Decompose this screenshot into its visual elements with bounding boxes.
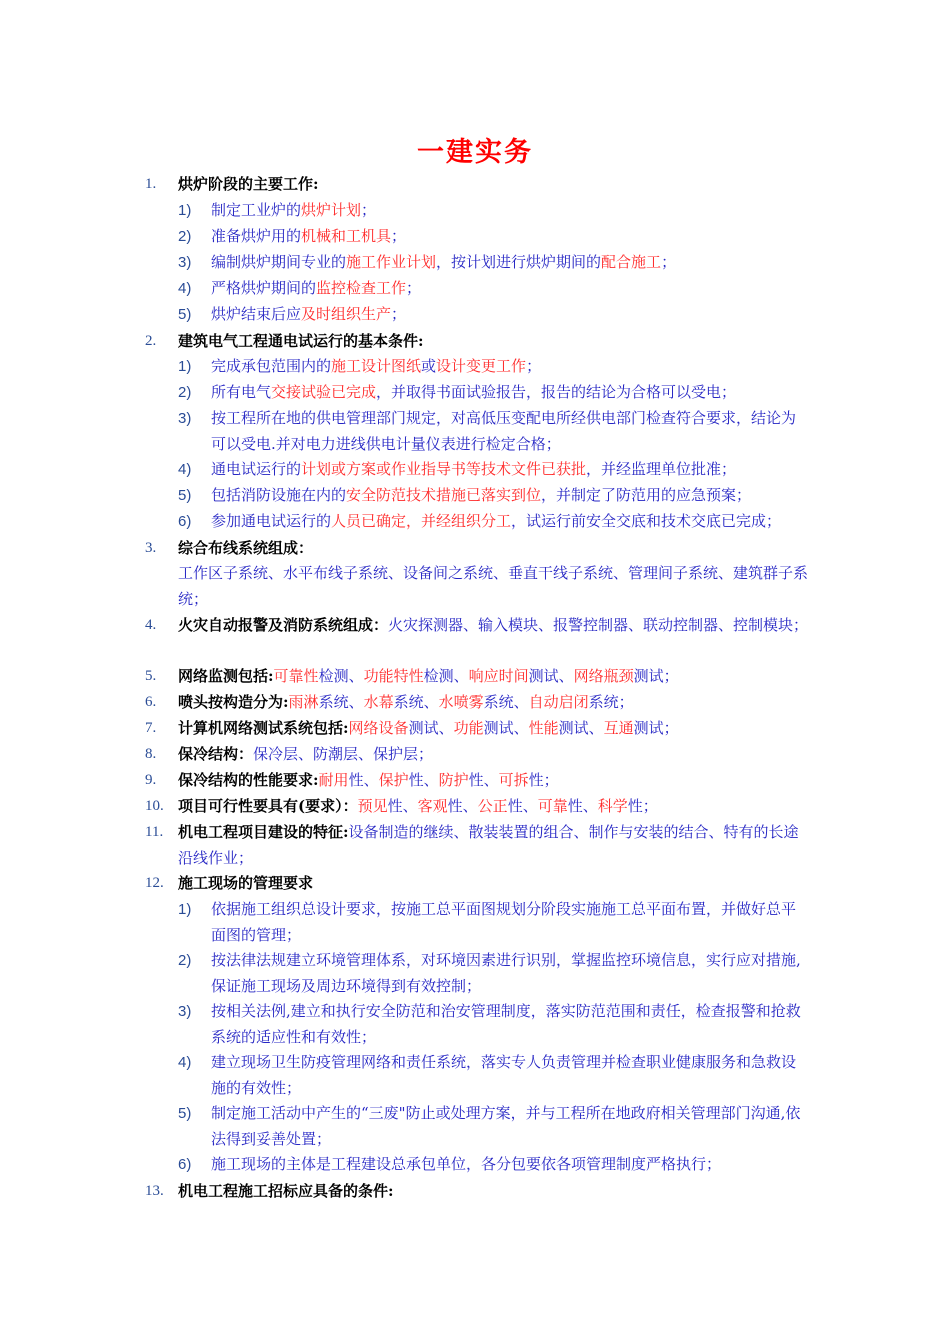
item-number: 2.: [145, 333, 157, 349]
item-content-part: 测试；: [633, 719, 679, 737]
item-content-part: 耐用: [318, 771, 349, 789]
item-content-part: 网络设备: [348, 719, 409, 737]
item-content-part: 性、: [507, 797, 538, 815]
item-body: 工作区子系统、水平布线子系统、设备间之系统、垂直干线子系统、管理间子系统、建筑群子系统；: [178, 564, 809, 608]
item-heading: 火灾自动报警及消防系统组成：: [178, 616, 389, 634]
item-heading: 计算机网络测试系统包括:: [178, 719, 349, 737]
item-heading: 喷头按构造分为:: [178, 693, 289, 711]
sub-item-text: [211, 301, 809, 327]
sub-item-text: [211, 353, 809, 379]
item-content-part: 雨淋: [288, 693, 319, 711]
item-content-part: 系统、: [393, 693, 439, 711]
item-number: 7.: [145, 720, 157, 736]
item-content: 火灾探测器、输入模块、报警控制器、联动控制器、控制模块；: [388, 616, 809, 634]
sub-item-number: 5): [178, 1105, 192, 1122]
item-content-part: 系统、: [318, 693, 364, 711]
sub-item-number: 3): [178, 410, 192, 427]
sub-item-text: [211, 456, 809, 482]
item-line: [178, 793, 658, 819]
item-content-part: 科学: [597, 797, 628, 815]
item-line: [178, 171, 319, 197]
sub-item-text-part: ；: [661, 253, 677, 271]
item-content-part: 检测、: [318, 667, 364, 685]
sub-item-text: [211, 947, 809, 999]
item-number: 4.: [145, 617, 157, 633]
sub-item-text-part: 准备烘炉用的: [211, 227, 302, 245]
sub-item-text-part: ，并制定了防范用的应急预案；: [541, 486, 752, 504]
item-content-part: 性、: [408, 771, 439, 789]
item-number: 1.: [145, 176, 157, 192]
sub-item-number: 6): [178, 513, 192, 530]
item-number: 12.: [145, 875, 164, 891]
item-content-part: 性、: [567, 797, 598, 815]
item-number: 8.: [145, 746, 157, 762]
item-content-part: 测试、: [528, 667, 574, 685]
item-content-part: 公正: [477, 797, 508, 815]
sub-item-text-part: 编制烘炉期间专业的: [211, 253, 347, 271]
item-content-part: 保护: [378, 771, 409, 789]
item-content-part: 可拆: [498, 771, 529, 789]
sub-item-text: [211, 405, 809, 457]
item-heading: 网络监测包括:: [178, 667, 274, 685]
sub-item-text-part: 人员已确定，并经组织分工: [331, 512, 512, 530]
sub-item-text-part: 计划或方案或作业指导书等技术文件已获批: [301, 460, 587, 478]
sub-item-text-part: 依据施工组织总设计要求，按施工总平面图规划分阶段实施施工总平面布置，并做好总平面图的管理；: [211, 900, 797, 944]
sub-item-text-part: ，并取得书面试验报告，报告的结论为合格可以受电；: [376, 383, 737, 401]
item-line: [178, 689, 634, 715]
sub-item-text: [211, 379, 809, 405]
item-line: [178, 612, 810, 638]
item-content-part: 测试、: [408, 719, 454, 737]
item-content-part: 性能: [528, 719, 559, 737]
item-content-part: 客观: [417, 797, 448, 815]
item-content-part: 性、: [387, 797, 418, 815]
sub-item-text-part: 按工程所在地的供电管理部门规定，对高低压变配电所经供电部门检查符合要求，结论为可以受电.并对电力进线供电计量仪表进行检定合格；: [211, 409, 797, 453]
item-heading: 建筑电气工程通电试运行的基本条件:: [178, 332, 424, 350]
sub-item-text-part: ；: [361, 201, 377, 219]
item-content-part: 可靠: [537, 797, 568, 815]
sub-item-text-part: ，并经监理单位批准；: [586, 460, 737, 478]
item-content: 设备制造的继续、散装装置的组合、制作与安装的结合、特有的长途沿线作业；: [178, 823, 799, 867]
sub-item-text-part: 监控检查工作: [316, 279, 407, 297]
sub-item-text-part: 及时组织生产: [301, 305, 392, 323]
sub-item-text-part: 烘炉计划: [301, 201, 362, 219]
sub-item-text-part: 施工设计图纸: [331, 357, 422, 375]
sub-item-text-part: ；: [406, 279, 422, 297]
sub-item-text-part: ；: [391, 227, 407, 245]
sub-item-text-part: 参加通电试运行的: [211, 512, 332, 530]
item-content-part: 系统；: [588, 693, 634, 711]
sub-item-number: 4): [178, 1054, 192, 1071]
sub-item-number: 3): [178, 1003, 192, 1020]
sub-item-text-part: 配合施工: [601, 253, 662, 271]
item-heading: 机电工程项目建设的特征:: [178, 823, 349, 841]
sub-item-text-part: 烘炉结束后应: [211, 305, 302, 323]
item-content-part: 保冷层、防潮层、保护层；: [253, 745, 434, 763]
item-content-part: 自动启闭: [528, 693, 589, 711]
sub-item-text: [211, 223, 809, 249]
page-title: 一建实务: [417, 137, 533, 168]
sub-item-number: 2): [178, 384, 192, 401]
sub-item-text: [211, 1151, 809, 1177]
sub-item-text-part: 建立现场卫生防疫管理网络和责任系统，落实专人负责管理并检查职业健康服务和急救设施的有效性；: [211, 1053, 797, 1097]
item-line: [178, 767, 559, 793]
sub-item-text-part: 通电试运行的: [211, 460, 302, 478]
item-number: 5.: [145, 668, 157, 684]
sub-item-text-part: ；: [526, 357, 542, 375]
item-content-part: 水喷雾: [438, 693, 484, 711]
item-number: 10.: [145, 798, 164, 814]
item-content-part: 功能特性: [363, 667, 424, 685]
item-number: 9.: [145, 772, 157, 788]
sub-item-text: [211, 896, 809, 948]
sub-item-text-part: 安全防范技术措施已落实到位: [346, 486, 542, 504]
sub-item-text: [211, 197, 809, 223]
item-content-part: 性；: [528, 771, 559, 789]
sub-item-text-part: 施工作业计划: [346, 253, 437, 271]
sub-item-number: 5): [178, 487, 192, 504]
sub-item-text-part: 包括消防设施在内的: [211, 486, 347, 504]
sub-item-number: 1): [178, 901, 192, 918]
item-content-part: 测试；: [633, 667, 679, 685]
item-number: 11.: [145, 824, 164, 840]
item-line: [178, 328, 424, 354]
sub-item-text: [211, 1049, 809, 1101]
sub-item-text-part: ，试运行前安全交底和技术交底已完成；: [511, 512, 782, 530]
item-content-part: 测试、: [483, 719, 529, 737]
item-content-part: 可靠性: [273, 667, 319, 685]
item-content-part: 性；: [627, 797, 658, 815]
item-heading: 保冷结构的性能要求:: [178, 771, 319, 789]
sub-item-number: 4): [178, 461, 192, 478]
item-content-part: 互通: [603, 719, 634, 737]
sub-item-number: 5): [178, 306, 192, 323]
sub-item-text-part: 制定工业炉的: [211, 201, 302, 219]
sub-item-text-part: 完成承包范围内的: [211, 357, 332, 375]
item-line: [178, 715, 679, 741]
item-content-part: 防护: [438, 771, 469, 789]
item-content-part: 水幕: [363, 693, 394, 711]
item-heading: 烘炉阶段的主要工作:: [178, 175, 319, 193]
sub-item-number: 4): [178, 280, 192, 297]
sub-item-text-part: 制定施工活动中产生的“三废"防止或处理方案，并与工程所在地政府相关管理部门沟通,依法得到妥善处置；: [211, 1104, 801, 1148]
sub-item-text-part: 或: [421, 357, 437, 375]
item-content-part: 检测、: [423, 667, 469, 685]
item-content-part: 性、: [447, 797, 478, 815]
item-content-part: 性、: [348, 771, 379, 789]
item-line: [178, 870, 313, 896]
item-number: 6.: [145, 694, 157, 710]
sub-item-number: 6): [178, 1156, 192, 1173]
sub-item-number: 1): [178, 358, 192, 375]
item-line: [178, 535, 313, 561]
sub-item-text-part: ，按计划进行烘炉期间的: [436, 253, 602, 271]
item-content-part: 响应时间: [468, 667, 529, 685]
sub-item-text: [211, 998, 809, 1050]
sub-item-text-part: 按相关法例,建立和执行安全防范和治安管理制度，落实防范范围和责任，检查报警和抢救系统的适应性和有效性；: [211, 1002, 801, 1046]
sub-item-text-part: 施工现场的主体是工程建设总承包单位，各分包要依各项管理制度严格执行；: [211, 1155, 722, 1173]
item-content-part: 功能: [453, 719, 484, 737]
item-line: [178, 741, 433, 767]
item-heading: 保冷结构：: [178, 745, 254, 763]
item-line: [178, 1178, 394, 1204]
sub-item-text-part: 交接试验已完成: [271, 383, 377, 401]
item-content-part: 网络瓶颈: [573, 667, 634, 685]
item-content-part: 预见: [357, 797, 388, 815]
sub-item-number: 1): [178, 202, 192, 219]
sub-item-text-part: 机械和工机具: [301, 227, 392, 245]
item-heading: 综合布线系统组成：: [178, 539, 314, 557]
sub-item-text: [211, 275, 809, 301]
sub-item-number: 2): [178, 228, 192, 245]
item-line: [178, 819, 810, 871]
item-number: 13.: [145, 1183, 164, 1199]
item-content-part: 性、: [468, 771, 499, 789]
sub-item-text-part: 严格烘炉期间的: [211, 279, 317, 297]
item-content-part: 测试、: [558, 719, 604, 737]
sub-item-number: 3): [178, 254, 192, 271]
sub-item-text: [211, 482, 809, 508]
sub-item-text-part: 所有电气: [211, 383, 272, 401]
sub-item-text-part: 按法律法规建立环境管理体系，对环境因素进行识别，掌握监控环境信息，实行应对措施,保证施工现场及周边环境得到有效控制；: [211, 951, 801, 995]
sub-item-number: 2): [178, 952, 192, 969]
sub-item-text: [211, 1100, 809, 1152]
sub-item-text-part: 设计变更工作: [436, 357, 527, 375]
sub-item-text: [211, 508, 809, 534]
sub-item-text-part: ；: [391, 305, 407, 323]
item-content-part: 系统、: [483, 693, 529, 711]
item-heading: 施工现场的管理要求: [178, 874, 314, 892]
item-number: 3.: [145, 540, 157, 556]
item-line: [178, 663, 679, 689]
sub-item-text: [211, 249, 809, 275]
item-heading: 机电工程施工招标应具备的条件:: [178, 1182, 394, 1200]
item-heading: 项目可行性要具有(要求）：: [178, 797, 358, 815]
